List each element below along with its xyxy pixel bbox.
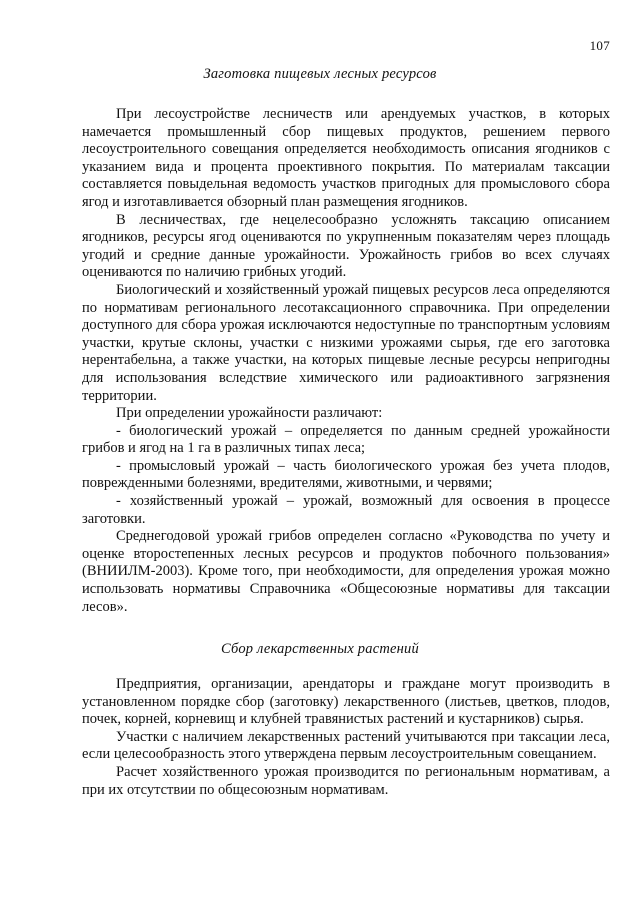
paragraph: Участки с наличием лекарственных растений учитываются при таксации леса, если целесообразность этого утверждена первым лесоустроительным совещанием. xyxy=(82,728,610,763)
paragraph: Расчет хозяйственного урожая производится по региональным нормативам, а при их отсутствии по общесоюзным нормативам. xyxy=(82,763,610,798)
section-heading-food-resources: Заготовка пищевых лесных ресурсов xyxy=(203,66,437,82)
paragraph: При определении урожайности различают: xyxy=(116,405,383,422)
paragraph: При лесоустройстве лесничеств или арендуемых участков, в которых намечается промышленный сбор пищевых продуктов, решением первого лесоустроительного совещания определяется необходимость описания ягодников с указанием вида и процента проективного покрытия. По материалам таксации составляется повыдельная ведомость участков пригодных для промыслового сбора ягод и изготавливается обзорный план размещения ягодников. xyxy=(82,106,610,210)
section-body-medicinal-plants xyxy=(82,676,610,799)
paragraph: Биологический и хозяйственный урожай пищевых ресурсов леса определяются по нормативам регионального лесотаксационного справочника. При определении доступного для сбора урожая исключаются недоступные по транспортным условиям участки, крутые склоны, участки с низкими урожаями сырья, где его заготовка нерентабельна, а также участки, на которых пищевые лесные ресурсы непригодны для использования вследствие химического или радиоактивного загрязнения территории. xyxy=(82,281,610,404)
list-item: - биологический урожай – определяется по данным средней урожайности грибов и ягод на 1 га в различных типах леса; xyxy=(82,422,610,457)
paragraph: В лесничествах, где нецелесообразно усложнять таксацию описанием ягодников, ресурсы ягод оцениваются по укрупненным показателям через площадь угодий и средние данные урожайности. Урожайность грибов во всех случаях оцениваются по наличию грибных угодий. xyxy=(82,211,610,281)
section-body-food-resources xyxy=(82,106,610,616)
page-number: 107 xyxy=(589,38,610,53)
paragraph: Среднегодовой урожай грибов определен согласно «Руководства по учету и оценке второстепенных лесных ресурсов и продуктов побочного пользования» (ВНИИЛМ-2003). Кроме того, при необходимости, для определения урожая можно использовать нормативы Справочника «Общесоюзные нормативы для таксации лесов». xyxy=(82,528,610,615)
list-item: - хозяйственный урожай – урожай, возможный для освоения в процессе заготовки. xyxy=(82,493,610,527)
section-heading-medicinal-plants: Сбор лекарственных растений xyxy=(221,641,419,657)
paragraph: Предприятия, организации, арендаторы и граждане могут производить в установленном порядке сбор (заготовку) лекарственного (листьев, цветков, плодов, почек, корней, корневищ и клубней травянистых растений и кустарников) сырья. xyxy=(82,676,610,728)
list-item: - промысловый урожай – часть биологического урожая без учета плодов, поврежденными болезнями, вредителями, животными, и червями; xyxy=(82,457,610,492)
